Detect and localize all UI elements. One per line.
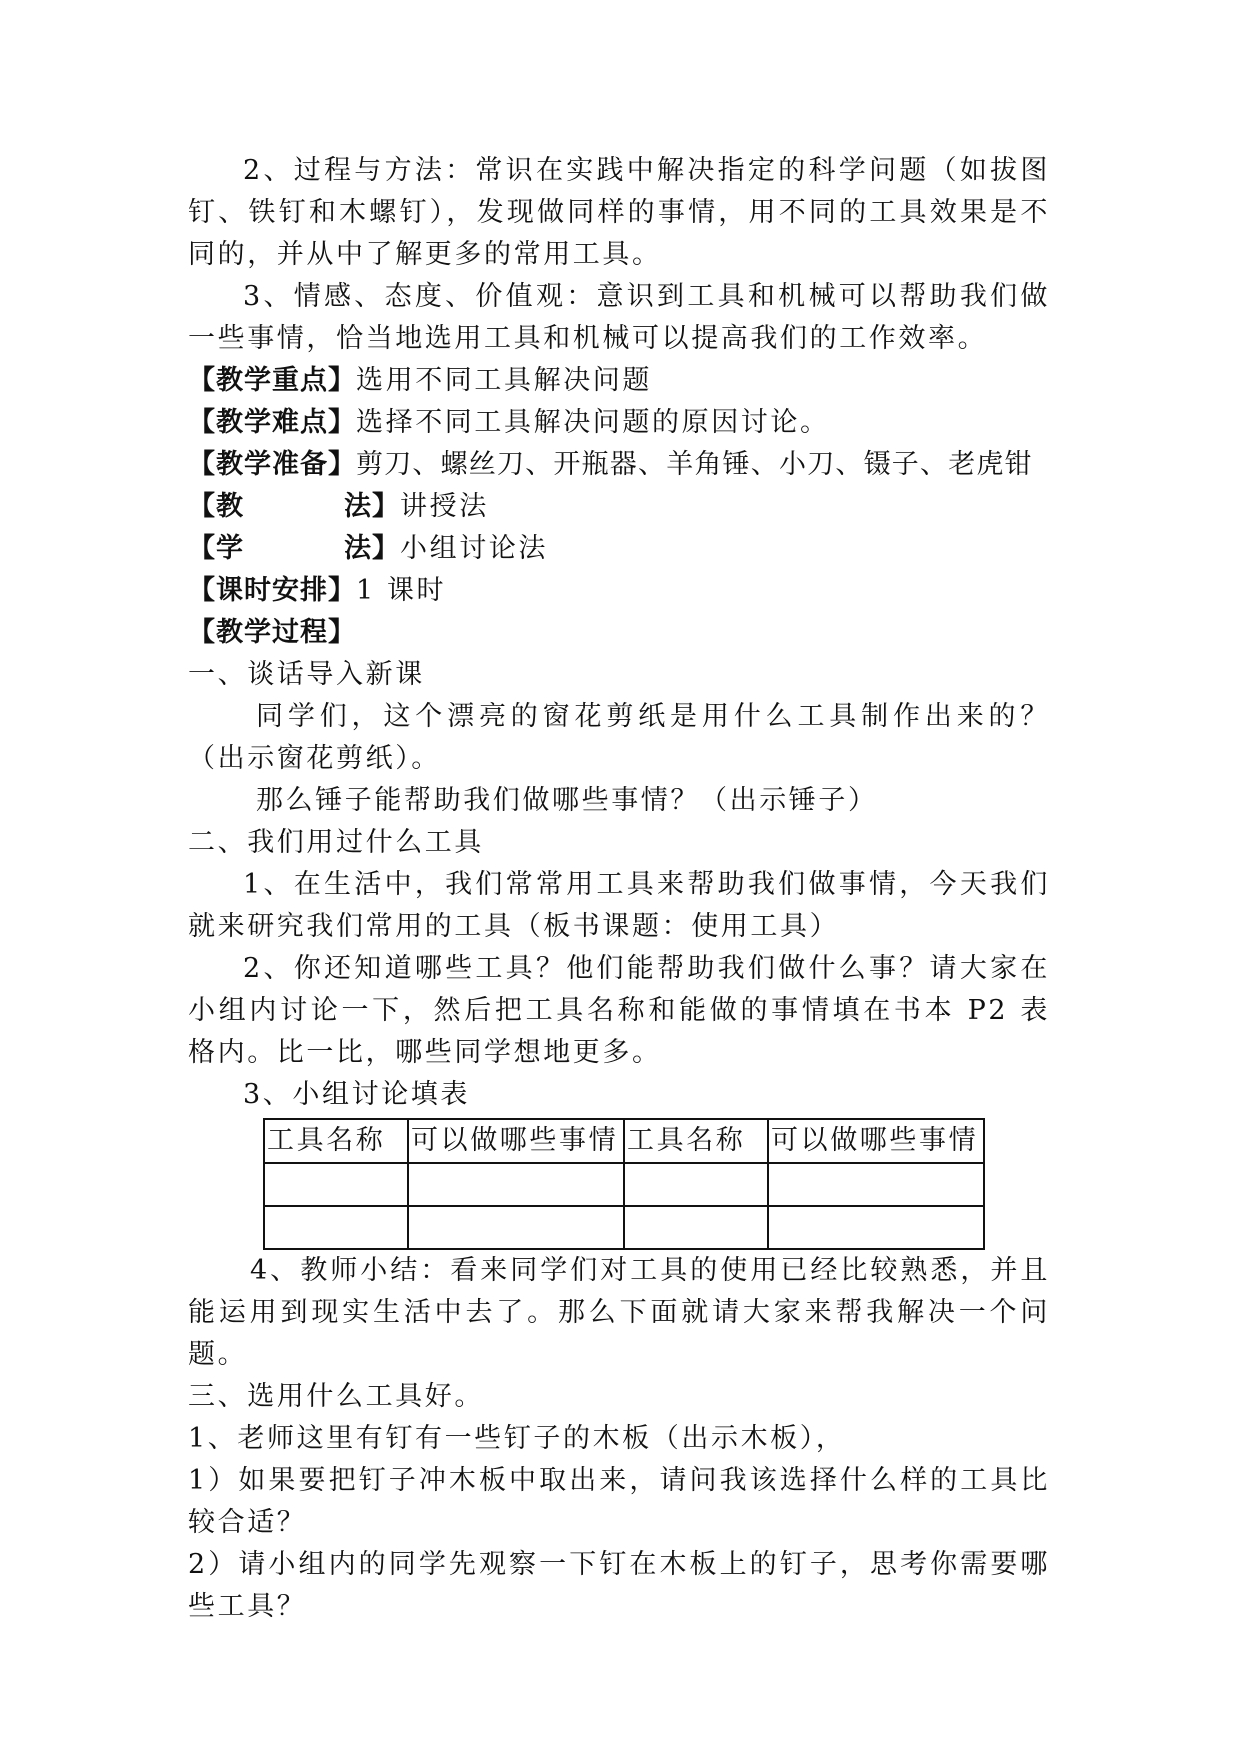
preparation-label: 【教学准备】 [188,449,356,480]
table-header-cell: 可以做哪些事情 [768,1119,984,1163]
teaching-method-text: 讲授法 [400,491,489,522]
key-point-text: 选用不同工具解决问题 [356,365,652,396]
section1-paragraph-2: 那么锤子能帮助我们做哪些事情？（出示锤子） [256,785,878,816]
section3-paragraph-3: 2）请小组内的同学先观察一下钉在木板上的钉子，思考你需要哪些工具？ [188,1549,1050,1622]
section3-title: 三、选用什么工具好。 [188,1381,484,1412]
objective-process: 2、过程与方法：常识在实践中解决指定的科学问题（如拔图钉、铁钉和木螺钉），发现做同样的事情，用不同的工具效果是不同的，并从中了解更多的常用工具。 [188,155,1050,270]
table-cell [264,1163,408,1206]
learning-method-text: 小组讨论法 [400,533,548,564]
teaching-method-line [188,486,1050,528]
objective-emotion: 3、情感、态度、价值观：意识到工具和机械可以帮助我们做一些事情，恰当地选用工具和机械可以提高我们的工作效率。 [188,281,1050,354]
section2-paragraph-3: 3、小组讨论填表 [243,1079,470,1110]
difficulty-text: 选择不同工具解决问题的原因讨论。 [356,407,830,438]
table-row [264,1163,984,1206]
section1-paragraph-1: 同学们，这个漂亮的窗花剪纸是用什么工具制作出来的？（出示窗花剪纸）。 [188,701,1050,774]
table-cell [264,1206,408,1249]
schedule-text: 1 课时 [356,575,447,606]
process-heading: 【教学过程】 [188,617,356,648]
table-cell [408,1206,624,1249]
section2-paragraph-1: 1、在生活中，我们常常用工具来帮助我们做事情，今天我们就来研究我们常用的工具（板书课题：使用工具） [188,869,1050,942]
key-point-label: 【教学重点】 [188,365,356,396]
key-point-line [188,360,1050,402]
table-cell [624,1163,768,1206]
schedule-label: 【课时安排】 [188,575,356,606]
difficulty-label: 【教学难点】 [188,407,356,438]
section2-title: 二、我们用过什么工具 [188,827,484,858]
table-header-cell: 工具名称 [264,1119,408,1163]
teaching-method-label: 【教 法】 [188,491,400,522]
schedule-line [188,570,1050,612]
section1-title: 一、谈话导入新课 [188,659,425,690]
table-header-cell: 工具名称 [624,1119,768,1163]
section2-paragraph-2: 2、你还知道哪些工具？他们能帮助我们做什么事？请大家在小组内讨论一下，然后把工具名称和能做的事情填在书本 P2 表格内。比一比，哪些同学想地更多。 [188,953,1050,1068]
section3-paragraph-1: 1、老师这里有钉有一些钉子的木板（出示木板）， [188,1423,846,1454]
table-cell [408,1163,624,1206]
tool-table [263,1118,985,1250]
table-cell [768,1163,984,1206]
table-header-row [264,1119,984,1163]
section3-paragraph-2: 1）如果要把钉子冲木板中取出来，请问我该选择什么样的工具比较合适？ [188,1465,1050,1538]
learning-method-label: 【学 法】 [188,533,400,564]
lesson-plan-page [188,150,1050,1628]
table-header-cell: 可以做哪些事情 [408,1119,624,1163]
table-cell [624,1206,768,1249]
difficulty-line [188,402,1050,444]
preparation-line [188,444,1050,486]
table-cell [768,1206,984,1249]
preparation-text: 剪刀、螺丝刀、开瓶器、羊角锤、小刀、镊子、老虎钳 [356,449,1033,480]
section2-paragraph-4: 4、教师小结：看来同学们对工具的使用已经比较熟悉，并且能运用到现实生活中去了。那么下面就请大家来帮我解决一个问题。 [188,1255,1050,1370]
learning-method-line [188,528,1050,570]
table-row [264,1206,984,1249]
